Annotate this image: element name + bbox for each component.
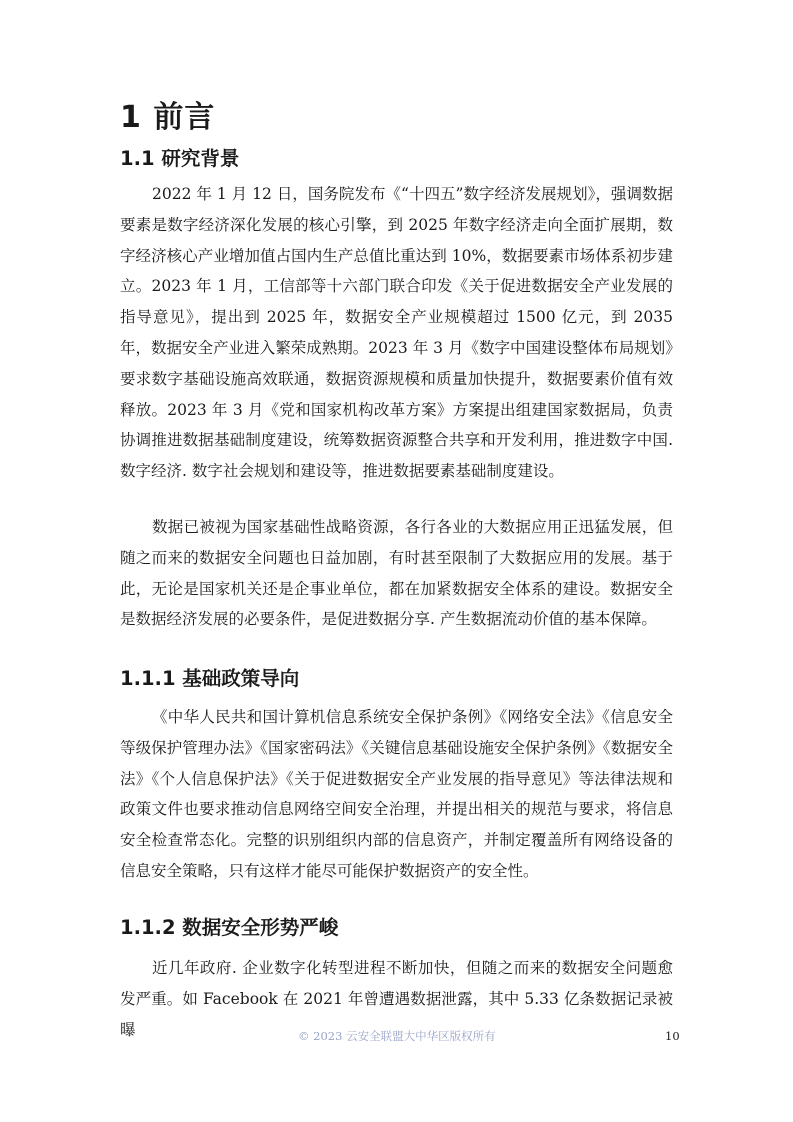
paragraph-policy-guidance: 《中华人民共和国计算机信息系统安全保护条例》《网络安全法》《信息安全等级保护管理办法》《国家密码法》《关键信息基础设施安全保护条例》《数据安全法》《个人信息保护法》《关于促进数据安全产业发展的指导意见》等法律法规和政策文件也要求推动信息网络空间安全治理，并提出相关的规范与要求，将信息安全检查常态化。完整的识别组织内部的信息资产，并制定覆盖所有网络设备的信息安全策略，只有这样才能尽可能保护数据资产的安全性。: [120, 708, 673, 880]
section-heading-1-1-2: 1.1.2 数据安全形势严峻: [120, 916, 339, 939]
page-footer: [0, 1026, 793, 1046]
paragraph-security-situation: 近几年政府. 企业数字化转型进程不断加快，但随之而来的数据安全问题愈发严重。如 Facebook 在 2021 年曾遭遇数据泄露，其中 5.33 亿条数据记录被曝: [120, 959, 673, 1039]
section-heading-1-1: 1.1 研究背景: [120, 147, 240, 170]
page-number: 10: [665, 1029, 680, 1043]
paragraph-research-background-1: 2022 年 1 月 12 日，国务院发布《“十四五”数字经济发展规划》，强调数据要素是数字经济深化发展的核心引擎，到 2025 年数字经济走向全面扩展期，数字经济核心产业增加值占国内生产总值比重达到 10%，数据要素市场体系初步建立。2023 年 1 月，工信部等十六部门联合印发《关于促进数据安全产业发展的指导意见》，提出到 2025 年，数据安全产业规模超过 1500 亿元，到 2035 年，数据安全产业进入繁荣成熟期。2023 年 3 月《数字中国建设整体布局规划》要求数字基础设施高效联通，数据资源规模和质量加快提升，数据要素价值有效释放。2023 年 3 月《党和国家机构改革方案》方案提出组建国家数据局，负责协调推进数据基础制度建设，统筹数据资源整合共享和开发利用，推进数字中国. 数字经济. 数字社会规划和建设等，推进数据要素基础制度建设。: [120, 185, 673, 481]
copyright-notice: © 2023 云安全联盟大中华区版权所有: [298, 1029, 496, 1043]
paragraph-research-background-2: 数据已被视为国家基础性战略资源，各行各业的大数据应用正迅猛发展，但随之而来的数据安全问题也日益加剧，有时甚至限制了大数据应用的发展。基于此，无论是国家机关还是企事业单位，都在加紧数据安全体系的建设。数据安全是数据经济发展的必要条件，是促进数据分享. 产生数据流动价值的基本保障。: [120, 518, 673, 629]
section-heading-1-1-1: 1.1.1 基础政策导向: [120, 667, 300, 690]
chapter-title: 1 前言: [120, 100, 216, 135]
